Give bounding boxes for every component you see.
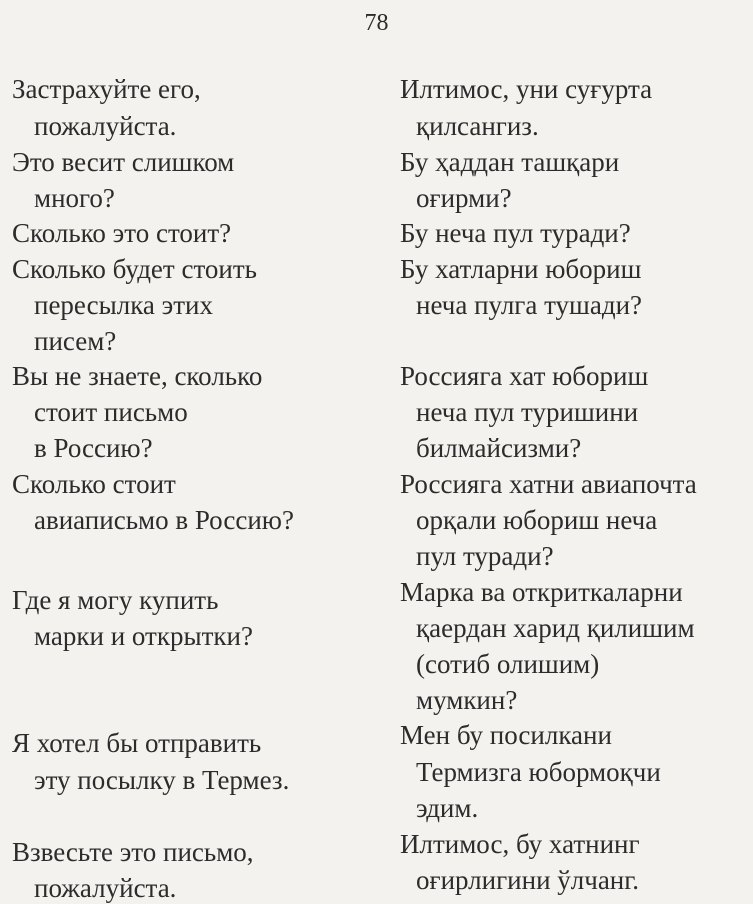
uz-line: пул туради? bbox=[416, 541, 554, 571]
uz-line: Бу хатларни юбориш bbox=[400, 254, 642, 284]
uz-line: Россияга хат юбориш bbox=[400, 361, 649, 391]
uz-line: билмайсизми? bbox=[416, 433, 582, 463]
ru-line: Застрахуйте его, bbox=[12, 74, 201, 104]
ru-line: эту посылку в Термез. bbox=[34, 765, 290, 795]
ru-line: пожалуйста. bbox=[34, 111, 177, 141]
page-number: 78 bbox=[364, 10, 389, 36]
uz-line: оғирлигини ўлчанг. bbox=[416, 865, 640, 895]
ru-line: пожалуйста. bbox=[34, 873, 177, 903]
ru-line: стоит письмо bbox=[34, 397, 188, 427]
ru-line: Сколько это стоит? bbox=[12, 218, 232, 248]
uz-line: Россияга хатни авиапочта bbox=[400, 469, 697, 499]
ru-line: Сколько стоит bbox=[12, 469, 176, 499]
uz-line: неча пул туришини bbox=[416, 397, 639, 427]
uz-line: неча пулга тушади? bbox=[416, 290, 643, 320]
ru-line: марки и открытки? bbox=[34, 621, 253, 651]
uz-line: (сотиб олишим) bbox=[416, 649, 600, 679]
uz-line: Бу неча пул туради? bbox=[400, 218, 631, 248]
uz-line: Марка ва откриткаларни bbox=[400, 577, 683, 607]
ru-line: Взвесьте это письмо, bbox=[12, 837, 254, 867]
uz-line: Илтимос, бу хатнинг bbox=[400, 829, 640, 859]
ru-line: Я хотел бы отправить bbox=[12, 728, 262, 758]
ru-line: в Россию? bbox=[34, 433, 153, 463]
ru-line: Где я могу купить bbox=[12, 585, 219, 615]
ru-line: Вы не знаете, сколько bbox=[12, 361, 263, 391]
ru-line: Сколько будет стоить bbox=[12, 254, 257, 284]
ru-line: Это весит слишком bbox=[12, 147, 235, 177]
uz-line: Илтимос, уни суғурта bbox=[400, 74, 653, 104]
uz-line: Мен бу посилкани bbox=[400, 720, 612, 750]
uz-line: қаердан харид қилишим bbox=[416, 613, 695, 643]
ru-line: много? bbox=[34, 183, 115, 213]
ru-line: пересылка этих bbox=[34, 290, 213, 320]
ru-line: авиаписьмо в Россию? bbox=[34, 505, 294, 535]
uz-line: эдим. bbox=[416, 793, 479, 823]
ru-line: писем? bbox=[34, 326, 117, 356]
uz-line: қилсангиз. bbox=[416, 111, 539, 141]
uz-line: оғирми? bbox=[416, 183, 512, 213]
uz-line: Термизга юбормоқчи bbox=[416, 757, 661, 787]
uz-line: мумкин? bbox=[416, 685, 518, 715]
uz-line: Бу ҳаддан ташқари bbox=[400, 147, 620, 177]
uz-line: орқали юбориш неча bbox=[416, 505, 658, 535]
